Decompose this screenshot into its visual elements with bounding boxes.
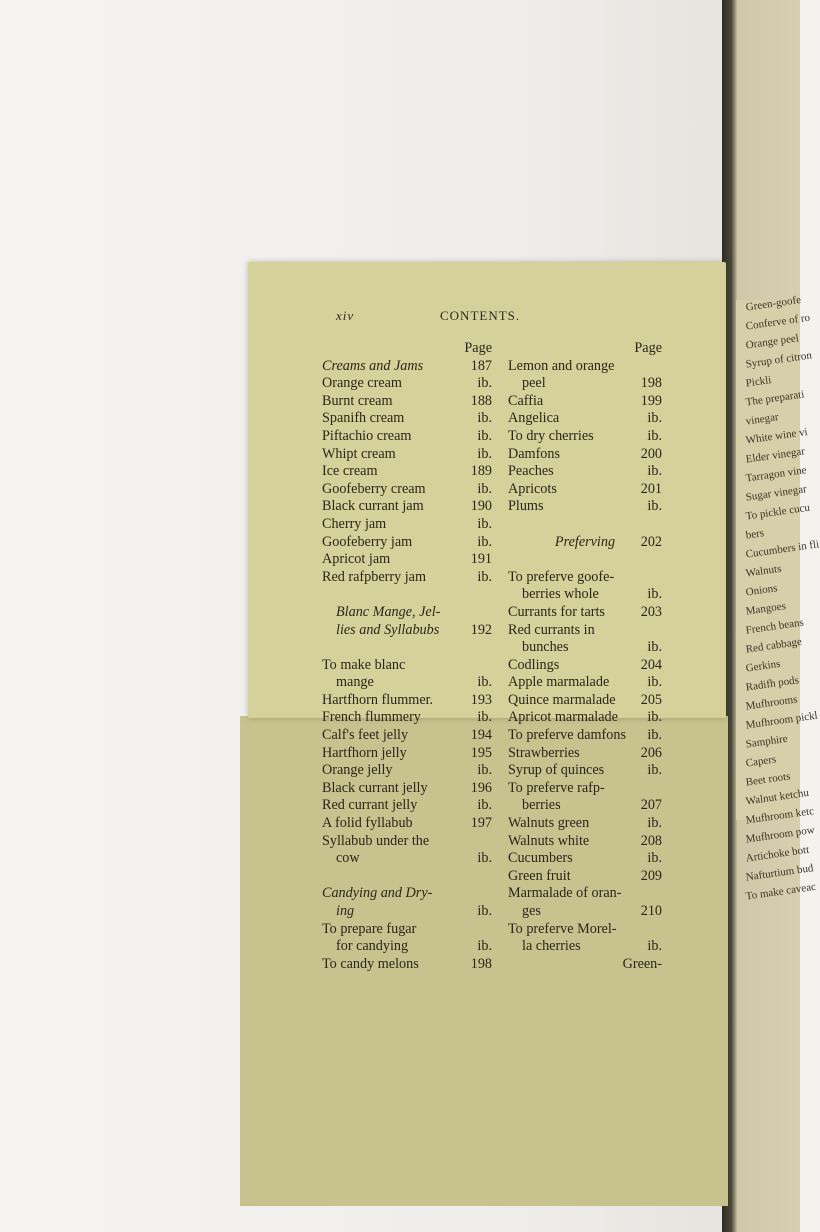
facing-page-line: Pickli — [744, 374, 773, 390]
spacer — [322, 586, 492, 604]
entry-title: To candy melons — [322, 955, 419, 972]
entry-page: ib. — [647, 463, 662, 480]
contents-entry — [508, 745, 662, 763]
entry-title: Black currant jam — [322, 498, 424, 515]
entry-title: Hartfhorn flummer. — [322, 691, 434, 708]
entry-page: Page — [634, 340, 662, 356]
contents-entry — [322, 463, 492, 481]
contents-entry — [508, 762, 662, 780]
entry-title: Plums — [508, 498, 544, 515]
entry-title: Quince marmalade — [508, 691, 616, 708]
contents-entry — [322, 498, 492, 516]
facing-page-line: vinegar — [744, 411, 780, 428]
contents-right-column — [508, 340, 662, 973]
entry-page: 197 — [470, 815, 492, 832]
contents-entry — [322, 358, 492, 376]
facing-page-line: Orange peel — [744, 332, 800, 352]
entry-title: To preferve rafp- — [508, 779, 605, 796]
entry-title: Spanifh cream — [322, 410, 405, 427]
entry-title: Preferving — [554, 533, 616, 550]
entry-title: Walnuts green — [508, 815, 590, 832]
facing-page-line: bers — [744, 527, 765, 542]
facing-page-line: Beet roots — [744, 770, 792, 789]
entry-page: ib. — [477, 938, 492, 955]
facing-page-line: Cucumbers in fli — [744, 538, 820, 561]
entry-page: ib. — [647, 815, 662, 832]
entry-title: Codlings — [508, 656, 560, 673]
entry-page: ib. — [477, 445, 492, 462]
entry-page: 207 — [640, 797, 662, 814]
entry-title: Lemon and orange — [508, 357, 615, 374]
entry-page: ib. — [477, 674, 492, 691]
entry-title: Peaches — [508, 463, 554, 480]
contents-entry — [322, 727, 492, 745]
entry-title: To make blanc — [322, 656, 406, 673]
entry-title: French flummery — [322, 709, 421, 726]
contents-entry — [322, 885, 492, 903]
contents-entry — [322, 534, 492, 552]
facing-page-line: Mufhroom pickl — [744, 709, 819, 732]
facing-page-line: Mufhroom pow — [744, 824, 816, 846]
contents-entry — [508, 815, 662, 833]
entry-title: Apple marmalade — [508, 674, 610, 691]
spacer — [508, 551, 662, 569]
facing-page-line: Tarragon vine — [744, 464, 808, 485]
spacer — [508, 516, 662, 534]
facing-page-line: French beans — [744, 616, 805, 637]
entry-title: Damfons — [508, 445, 561, 462]
contents-entry — [508, 727, 662, 745]
contents-entry — [322, 375, 492, 393]
entry-title: bunches — [522, 639, 569, 656]
facing-page-line: Walnut ketchu — [744, 786, 810, 808]
entry-page: ib. — [647, 709, 662, 726]
contents-entry — [508, 674, 662, 692]
entry-page: ib. — [647, 727, 662, 744]
facing-page-line: Syrup of citron — [744, 349, 813, 371]
entry-page: 198 — [640, 375, 662, 392]
entry-title: Apricot marmalade — [508, 709, 618, 726]
entry-page: ib. — [477, 762, 492, 779]
facing-page-line: Mufhrooms — [744, 693, 799, 713]
contents-entry — [508, 340, 662, 358]
contents-entry — [508, 956, 662, 974]
entry-title: ges — [522, 903, 541, 919]
entry-page: 195 — [470, 744, 492, 761]
entry-title: Piftachio cream — [322, 427, 412, 444]
contents-left-column — [322, 340, 492, 973]
entry-title: Cucumbers — [508, 850, 573, 867]
entry-title: Black currant jelly — [322, 779, 428, 796]
entry-title: la cherries — [522, 938, 581, 955]
entry-title: ing — [336, 903, 355, 919]
contents-entry — [322, 938, 492, 956]
contents-entry — [508, 534, 662, 552]
entry-title: Red currant jelly — [322, 797, 418, 814]
entry-page: 209 — [640, 867, 662, 884]
facing-page-line: Red cabbage — [744, 635, 803, 656]
entry-page: ib. — [477, 709, 492, 726]
contents-entry — [508, 657, 662, 675]
contents-entry — [322, 780, 492, 798]
contents-entry — [322, 745, 492, 763]
page-title: CONTENTS. — [440, 308, 521, 323]
entry-title: Orange cream — [322, 375, 402, 392]
contents-entry — [322, 410, 492, 428]
entry-page: ib. — [647, 498, 662, 515]
entry-page: ib. — [477, 410, 492, 427]
contents-entry — [508, 586, 662, 604]
contents-entry — [508, 604, 662, 622]
entry-title: Ice cream — [322, 463, 378, 480]
entry-page: ib. — [477, 427, 492, 444]
contents-entry — [508, 850, 662, 868]
entry-page: 206 — [640, 744, 662, 761]
contents-entry — [322, 516, 492, 534]
entry-page: 188 — [470, 392, 492, 409]
contents-entry — [508, 622, 662, 640]
entry-title: mange — [336, 674, 374, 691]
entry-page: 203 — [640, 603, 662, 620]
contents-entry — [322, 569, 492, 587]
contents-entry — [508, 428, 662, 446]
contents-entry — [322, 709, 492, 727]
entry-page: 204 — [640, 656, 662, 673]
facing-page-line: White wine vi — [744, 425, 809, 447]
entry-title: Syllabub under the — [322, 832, 430, 849]
contents-entry — [508, 481, 662, 499]
entry-page: 198 — [470, 955, 492, 972]
entry-page: ib. — [647, 427, 662, 444]
entry-page: Page — [464, 340, 492, 356]
entry-page: 205 — [640, 691, 662, 708]
entry-title: Candying and Dry- — [322, 885, 433, 902]
entry-title: for candying — [336, 938, 409, 955]
entry-page: ib. — [477, 568, 492, 585]
facing-page-line: Capers — [744, 753, 777, 770]
contents-entry — [508, 463, 662, 481]
facing-page-line: Walnuts — [744, 562, 783, 580]
contents-entry — [508, 410, 662, 428]
facing-page-line: Samphire — [744, 732, 789, 751]
entry-page: ib. — [477, 375, 492, 392]
entry-page: 194 — [470, 727, 492, 744]
facing-page-line: Mufhroom ketc — [744, 805, 815, 827]
facing-page-fragment — [736, 293, 820, 903]
facing-page-line: The preparati — [744, 388, 806, 409]
contents-entry — [322, 833, 492, 851]
contents-entry — [322, 393, 492, 411]
entry-title: Goofeberry cream — [322, 480, 426, 497]
facing-page-line: Artichoke bott — [744, 843, 810, 865]
facing-page-line: To pickle cucu — [744, 501, 811, 523]
entry-page: ib. — [477, 903, 492, 919]
contents-entry — [508, 393, 662, 411]
entry-page: ib. — [647, 762, 662, 779]
entry-title: peel — [522, 375, 546, 392]
entry-page: ib. — [647, 938, 662, 955]
contents-entry — [508, 938, 662, 956]
entry-title: cow — [336, 850, 360, 867]
contents-entry — [508, 709, 662, 727]
contents-entry — [322, 762, 492, 780]
contents-entry — [322, 850, 492, 868]
entry-page: 191 — [470, 551, 492, 568]
contents-entry — [322, 657, 492, 675]
entry-title: Strawberries — [508, 744, 580, 761]
entry-title: To preferve goofe- — [508, 568, 615, 585]
entry-page: 189 — [470, 463, 492, 480]
entry-title: Apricot jam — [322, 551, 391, 568]
facing-page-line: Nafturtium bud — [744, 862, 815, 884]
entry-title: Green fruit — [508, 867, 571, 884]
facing-page-line: Elder vinegar — [744, 445, 806, 466]
entry-title: Hartfhorn jelly — [322, 744, 407, 761]
contents-entry — [508, 446, 662, 464]
entry-title: Caffia — [508, 392, 544, 409]
entry-page: 193 — [470, 691, 492, 708]
entry-page: 202 — [640, 533, 662, 550]
contents-entry — [322, 446, 492, 464]
facing-page-line: Onions — [744, 582, 779, 599]
facing-page-line: Radifh pods — [744, 674, 800, 694]
facing-page-line: Conferve of ro — [744, 311, 811, 333]
entry-title: Red rafpberry jam — [322, 568, 426, 585]
contents-entry — [508, 833, 662, 851]
contents-entry — [322, 674, 492, 692]
entry-title: Green- — [622, 955, 662, 972]
entry-title: berries — [522, 797, 561, 814]
entry-page: 192 — [470, 621, 492, 638]
contents-entry — [322, 340, 492, 358]
entry-title: Red currants in — [508, 621, 595, 638]
entry-page: ib. — [647, 639, 662, 656]
facing-page-line: Sugar vinegar — [744, 483, 808, 504]
entry-title: berries whole — [522, 586, 599, 603]
entry-title: Cherry jam — [322, 515, 387, 532]
entry-title: Calf's feet jelly — [322, 727, 409, 744]
entry-page: 210 — [640, 903, 662, 919]
contents-entry — [322, 692, 492, 710]
page-number: xiv — [336, 308, 355, 323]
spacer — [322, 868, 492, 886]
entry-title: Currants for tarts — [508, 603, 605, 620]
contents-entry — [322, 622, 492, 640]
entry-title: Walnuts white — [508, 832, 590, 849]
entry-title: To preferve damfons — [508, 727, 626, 744]
entry-title: Whipt cream — [322, 445, 396, 462]
facing-page-line: Mangoes — [744, 600, 787, 618]
entry-title: To preferve Morel- — [508, 920, 617, 937]
entry-page: ib. — [477, 480, 492, 497]
entry-page: ib. — [647, 586, 662, 603]
entry-page: 196 — [470, 779, 492, 796]
entry-page: ib. — [477, 850, 492, 867]
entry-title: Blanc Mange, Jel- — [336, 603, 441, 620]
entry-page: ib. — [477, 515, 492, 532]
entry-page: ib. — [647, 850, 662, 867]
spacer — [322, 639, 492, 657]
contents-entry — [322, 815, 492, 833]
entry-title: Apricots — [508, 480, 557, 497]
entry-title: Angelica — [508, 410, 560, 427]
contents-entry — [322, 903, 492, 921]
entry-title: Goofeberry jam — [322, 533, 413, 550]
contents-entry — [322, 604, 492, 622]
entry-page: 187 — [470, 357, 492, 374]
entry-page: 199 — [640, 392, 662, 409]
entry-page: 208 — [640, 832, 662, 849]
contents-entry — [508, 569, 662, 587]
entry-title: Burnt cream — [322, 392, 393, 409]
entry-page: ib. — [477, 797, 492, 814]
entry-title: Orange jelly — [322, 762, 393, 779]
contents-entry — [508, 868, 662, 886]
entry-title: Syrup of quinces — [508, 762, 605, 779]
contents-entry — [508, 692, 662, 710]
entry-page: 201 — [640, 480, 662, 497]
contents-entry — [508, 375, 662, 393]
contents-entry — [322, 956, 492, 974]
entry-page: 190 — [470, 498, 492, 515]
contents-entry — [322, 551, 492, 569]
facing-page-line: Green-goofe — [744, 293, 802, 314]
contents-entry — [508, 498, 662, 516]
entry-title: To dry cherries — [508, 427, 594, 444]
contents-entry — [322, 797, 492, 815]
contents-entry — [322, 921, 492, 939]
entry-title: A folid fyllabub — [322, 815, 413, 832]
entry-page: ib. — [647, 410, 662, 427]
entry-page: 200 — [640, 445, 662, 462]
contents-entry — [322, 481, 492, 499]
entry-title: lies and Syllabubs — [336, 621, 440, 638]
contents-entry — [508, 639, 662, 657]
entry-title: Creams and Jams — [322, 357, 424, 374]
contents-entry — [322, 428, 492, 446]
entry-page: ib. — [647, 674, 662, 691]
facing-page-line: To make caveac — [744, 880, 817, 903]
entry-page: ib. — [477, 533, 492, 550]
entry-title: Marmalade of oran- — [508, 885, 622, 902]
contents-entry — [508, 903, 662, 921]
contents-entry — [508, 797, 662, 815]
contents-entry — [508, 921, 662, 939]
contents-entry — [508, 885, 662, 903]
contents-entry — [508, 358, 662, 376]
contents-entry — [508, 780, 662, 798]
entry-title: To prepare fugar — [322, 920, 417, 937]
facing-page-line: Gerkins — [744, 657, 782, 675]
